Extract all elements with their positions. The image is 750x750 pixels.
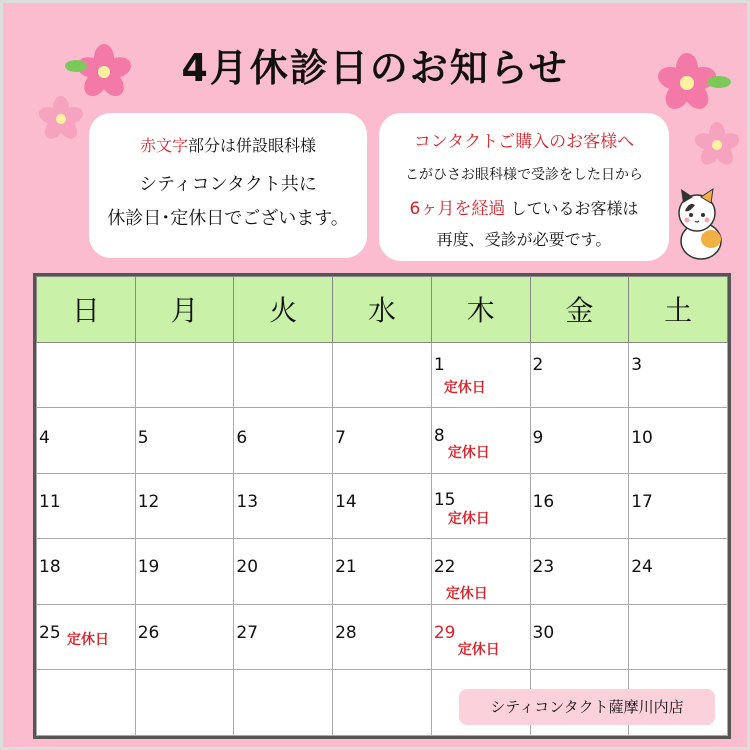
closed-label: 定休日 [447, 510, 490, 527]
day-number: 26 [137, 622, 160, 643]
day-number: 12 [137, 491, 160, 512]
day-number: 17 [631, 491, 653, 512]
cat-icon [671, 185, 727, 265]
note-left-red-text: 赤文字 [139, 136, 188, 155]
day-cell [530, 604, 629, 670]
day-cell [333, 604, 432, 670]
day-cell [530, 473, 629, 539]
day-cell [37, 473, 136, 539]
sakura-flower-icon [693, 121, 741, 169]
closed-label: 定休日 [447, 445, 490, 462]
day-cell [333, 473, 432, 539]
day-cell-empty [234, 670, 333, 736]
weekday-sun: 日 [37, 277, 136, 343]
day-number: 6 [236, 428, 248, 449]
week-row-5 [37, 604, 728, 670]
day-cell [135, 539, 234, 605]
weekday-fri: 金 [530, 277, 629, 343]
calendar-table [36, 276, 728, 736]
note-right-line2: こがひさお眼科様で受診をした日から [405, 167, 643, 183]
day-number: 11 [39, 491, 61, 512]
day-number: 5 [137, 428, 149, 449]
day-cell [530, 539, 629, 605]
closed-label: 定休日 [443, 379, 486, 396]
day-number: 16 [532, 491, 555, 512]
note-left-line1-rest: 部分は併設眼科様 [188, 136, 317, 155]
day-number: 13 [236, 491, 259, 512]
closed-label: 定休日 [445, 586, 488, 603]
page-title: 4月休診日のお知らせ [181, 46, 569, 90]
week-row-4 [37, 539, 728, 605]
calendar [33, 273, 731, 739]
day-cell [234, 539, 333, 605]
day-number: 10 [631, 428, 653, 449]
day-cell [37, 604, 136, 670]
day-cell [135, 473, 234, 539]
day-cell [37, 539, 136, 605]
week-row-2 [37, 408, 728, 474]
day-cell-empty [333, 670, 432, 736]
day-cell [530, 408, 629, 474]
weekday-tue: 火 [234, 277, 333, 343]
note-right-heading: コンタクトご購入のお客様へ [413, 132, 635, 152]
day-number: 1 [433, 354, 445, 375]
day-number: 24 [631, 557, 653, 578]
day-cell [629, 473, 728, 539]
day-cell [135, 408, 234, 474]
day-cell [629, 539, 728, 605]
day-number: 27 [236, 622, 259, 643]
day-number: 9 [532, 428, 544, 449]
note-right-line4: 再度、受診が必要です。 [436, 230, 612, 249]
day-cell [234, 408, 333, 474]
day-number: 25 [39, 622, 61, 643]
weekday-thu: 木 [431, 277, 530, 343]
day-cell-empty [37, 670, 136, 736]
day-cell [234, 473, 333, 539]
day-cell [431, 408, 530, 474]
day-number: 19 [137, 557, 160, 578]
day-cell [135, 604, 234, 670]
note-right-red-text: 6ヶ月を経過 [409, 199, 506, 219]
day-cell-empty [37, 342, 136, 408]
week-row-3 [37, 473, 728, 539]
day-cell [37, 408, 136, 474]
day-cell [234, 604, 333, 670]
day-number: 29 [433, 622, 456, 643]
day-number: 21 [335, 557, 357, 578]
sakura-flower-icon [37, 95, 85, 143]
day-number: 23 [532, 557, 555, 578]
day-number: 28 [335, 622, 357, 643]
note-right-line3 [389, 194, 659, 219]
day-cell [629, 342, 728, 408]
weekday-wed: 水 [333, 277, 432, 343]
day-number: 20 [236, 557, 259, 578]
note-left [89, 113, 367, 258]
day-number: 2 [532, 354, 544, 375]
day-number: 4 [39, 428, 50, 449]
day-number: 3 [631, 354, 643, 375]
week-row-1 [37, 342, 728, 408]
weekday-sat: 土 [629, 277, 728, 343]
note-left-line1 [99, 133, 357, 156]
note-right-line3-rest: しているお客様は [510, 199, 639, 218]
day-cell [431, 604, 530, 670]
day-cell [431, 539, 530, 605]
day-cell [431, 342, 530, 408]
note-left-line3: 休診日･定休日でございます。 [107, 208, 349, 229]
day-cell-empty [135, 342, 234, 408]
shop-name-label: シティコンタクト薩摩川内店 [459, 689, 715, 725]
day-number: 7 [335, 428, 346, 449]
weekday-mon: 月 [135, 277, 234, 343]
day-cell [431, 473, 530, 539]
day-cell [530, 342, 629, 408]
day-cell [629, 408, 728, 474]
weekday-header-row [37, 277, 728, 343]
day-number: 22 [433, 557, 456, 578]
day-cell-empty [333, 342, 432, 408]
note-left-line2: シティコンタクト共に [139, 174, 317, 195]
day-number: 15 [433, 489, 456, 510]
note-right [379, 113, 669, 261]
day-cell [333, 408, 432, 474]
day-number: 14 [335, 491, 357, 512]
day-cell [333, 539, 432, 605]
day-number: 30 [532, 622, 555, 643]
day-number: 8 [433, 426, 445, 447]
day-cell-empty [234, 342, 333, 408]
closed-label: 定休日 [67, 631, 109, 648]
closed-label: 定休日 [457, 641, 500, 658]
day-cell-empty [135, 670, 234, 736]
day-number: 18 [39, 557, 61, 578]
day-cell-empty [629, 604, 728, 670]
